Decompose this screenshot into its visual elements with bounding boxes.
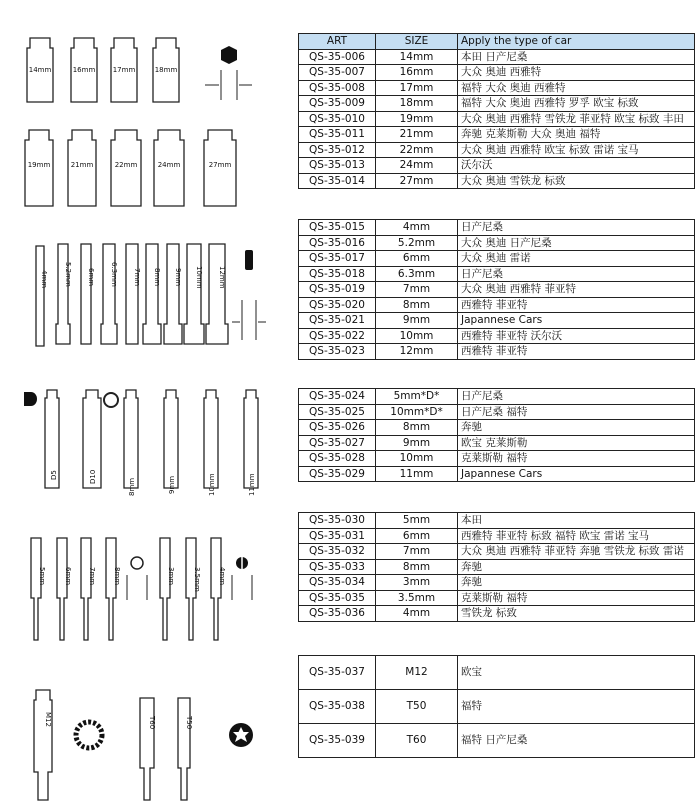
cars-cell: 大众 奥迪 雷诺 xyxy=(458,251,695,267)
cars-cell: 西雅特 菲亚特 xyxy=(458,344,695,360)
bit-label: D10 xyxy=(89,469,97,484)
table-row xyxy=(299,528,695,544)
table-body xyxy=(299,220,695,360)
bit-label: 7mm xyxy=(88,567,96,586)
size-cell: 18mm xyxy=(376,96,458,112)
size-cell: 4mm xyxy=(376,606,458,622)
art-cell: QS-35-009 xyxy=(299,96,376,112)
header-art: ART xyxy=(299,34,376,50)
art-cell: QS-35-036 xyxy=(299,606,376,622)
art-cell: QS-35-038 xyxy=(299,690,376,724)
size-cell: 14mm xyxy=(376,49,458,65)
art-cell: QS-35-031 xyxy=(299,528,376,544)
table-row xyxy=(299,158,695,174)
cars-cell: 大众 奥迪 西雅特 xyxy=(458,65,695,81)
table-row xyxy=(299,389,695,405)
art-cell: QS-35-020 xyxy=(299,297,376,313)
table-body xyxy=(299,389,695,482)
cars-cell: 奔驰 xyxy=(458,575,695,591)
bit-label: 4mm xyxy=(40,270,48,289)
cars-cell: 大众 奥迪 日产尼桑 xyxy=(458,235,695,251)
cars-cell: Japannese Cars xyxy=(458,313,695,329)
size-cell: T60 xyxy=(376,724,458,758)
art-cell: QS-35-012 xyxy=(299,142,376,158)
table-row xyxy=(299,173,695,189)
table-row xyxy=(299,575,695,591)
bit-label: 10mm xyxy=(208,473,216,496)
spec-table-3 xyxy=(298,388,695,482)
table-row xyxy=(299,590,695,606)
art-cell: QS-35-023 xyxy=(299,344,376,360)
bit-label: M12 xyxy=(44,712,52,727)
cars-cell: 日产尼桑 xyxy=(458,220,695,236)
size-cell: 6mm xyxy=(376,528,458,544)
bit-label: 8mm xyxy=(153,268,161,287)
size-cell: M12 xyxy=(376,656,458,690)
art-cell: QS-35-027 xyxy=(299,435,376,451)
table-row xyxy=(299,690,695,724)
cars-cell: 福特 xyxy=(458,690,695,724)
table-row xyxy=(299,297,695,313)
bit-label: 9mm xyxy=(168,475,176,494)
art-cell: QS-35-035 xyxy=(299,590,376,606)
size-cell: 3.5mm xyxy=(376,590,458,606)
socket-label: 21mm xyxy=(70,161,94,169)
bit-label: 5.2mm xyxy=(64,262,72,287)
table-row xyxy=(299,420,695,436)
art-cell: QS-35-019 xyxy=(299,282,376,298)
cars-cell: 沃尔沃 xyxy=(458,158,695,174)
art-cell: QS-35-010 xyxy=(299,111,376,127)
bit-label: 8mm xyxy=(128,477,136,496)
tool-drawings xyxy=(0,0,300,812)
bit-label: 9mm xyxy=(174,268,182,287)
art-cell: QS-35-006 xyxy=(299,49,376,65)
table-row xyxy=(299,65,695,81)
table-row xyxy=(299,127,695,143)
bit-label: 6mm xyxy=(87,268,95,287)
art-cell: QS-35-013 xyxy=(299,158,376,174)
cars-cell: 福特 大众 奥迪 西雅特 xyxy=(458,80,695,96)
size-cell: 10mm xyxy=(376,451,458,467)
cars-cell: 奔驰 xyxy=(458,559,695,575)
table-body xyxy=(299,656,695,758)
bit-label: 8mm xyxy=(113,567,121,586)
art-cell: QS-35-034 xyxy=(299,575,376,591)
bit-label: 7mm xyxy=(133,268,141,287)
hex-socket-18mm-drawing xyxy=(153,38,179,102)
cars-cell: 奔驰 克莱斯勒 大众 奥迪 福特 xyxy=(458,127,695,143)
cars-cell: 大众 奥迪 西雅特 欧宝 标致 雷诺 宝马 xyxy=(458,142,695,158)
art-cell: QS-35-037 xyxy=(299,656,376,690)
cars-cell: 日产尼桑 xyxy=(458,389,695,405)
hex-socket-14mm-drawing xyxy=(27,38,53,102)
cars-cell: 本田 xyxy=(458,513,695,529)
cars-cell: 西雅特 菲亚特 沃尔沃 xyxy=(458,328,695,344)
cars-cell: 福特 日产尼桑 xyxy=(458,724,695,758)
bit-label: D5 xyxy=(50,470,58,480)
hex-socket-27mm-drawing xyxy=(204,130,236,206)
size-cell: 7mm xyxy=(376,282,458,298)
bit-label: 4mm xyxy=(218,567,226,586)
art-cell: QS-35-007 xyxy=(299,65,376,81)
table-row xyxy=(299,559,695,575)
spec-table-1 xyxy=(298,33,695,189)
spec-table-4 xyxy=(298,512,695,622)
large-bits-drawing xyxy=(34,690,253,800)
size-cell: 9mm xyxy=(376,313,458,329)
size-cell: 16mm xyxy=(376,65,458,81)
table-row xyxy=(299,235,695,251)
hex-bits-drawing xyxy=(36,244,266,346)
art-cell: QS-35-008 xyxy=(299,80,376,96)
cars-cell: 大众 奥迪 西雅特 雪铁龙 菲亚特 欧宝 标致 丰田 xyxy=(458,111,695,127)
socket-label: 18mm xyxy=(154,66,178,74)
size-cell: 5.2mm xyxy=(376,235,458,251)
art-cell: QS-35-011 xyxy=(299,127,376,143)
bit-label: T50 xyxy=(185,716,193,730)
table-row xyxy=(299,544,695,560)
cars-cell: 欧宝 xyxy=(458,656,695,690)
cars-cell: Japannese Cars xyxy=(458,466,695,482)
bit-label: 11mm xyxy=(248,473,256,496)
table-row xyxy=(299,96,695,112)
art-cell: QS-35-032 xyxy=(299,544,376,560)
table-row xyxy=(299,142,695,158)
size-cell: 10mm*D* xyxy=(376,404,458,420)
cars-cell: 本田 日产尼桑 xyxy=(458,49,695,65)
socket-label: 14mm xyxy=(28,66,52,74)
hex-end-view-icon xyxy=(205,46,252,100)
bit-label: 6mm xyxy=(64,567,72,586)
table-body xyxy=(299,513,695,622)
art-cell: QS-35-026 xyxy=(299,420,376,436)
size-cell: 9mm xyxy=(376,435,458,451)
size-cell: T50 xyxy=(376,690,458,724)
art-cell: QS-35-017 xyxy=(299,251,376,267)
table-row xyxy=(299,266,695,282)
table-row xyxy=(299,513,695,529)
hex-socket-22mm-drawing xyxy=(111,130,141,206)
size-cell: 4mm xyxy=(376,220,458,236)
cars-cell: 日产尼桑 福特 xyxy=(458,404,695,420)
art-cell: QS-35-016 xyxy=(299,235,376,251)
size-cell: 24mm xyxy=(376,158,458,174)
table-row xyxy=(299,606,695,622)
size-cell: 5mm*D* xyxy=(376,389,458,405)
table-row xyxy=(299,451,695,467)
art-cell: QS-35-029 xyxy=(299,466,376,482)
table-row xyxy=(299,656,695,690)
hex-socket-17mm-drawing xyxy=(111,38,137,102)
socket-label: 27mm xyxy=(208,161,232,169)
size-cell: 22mm xyxy=(376,142,458,158)
size-cell: 11mm xyxy=(376,466,458,482)
table-row xyxy=(299,328,695,344)
size-cell: 3mm xyxy=(376,575,458,591)
bit-label: 6.3mm xyxy=(110,262,118,287)
table-row xyxy=(299,344,695,360)
spline-bits-drawing xyxy=(31,538,252,640)
table-row xyxy=(299,282,695,298)
hex-socket-21mm-drawing xyxy=(68,130,96,206)
cars-cell: 西雅特 菲亚特 xyxy=(458,297,695,313)
art-cell: QS-35-025 xyxy=(299,404,376,420)
hex-socket-24mm-drawing xyxy=(154,130,184,206)
art-cell: QS-35-015 xyxy=(299,220,376,236)
art-cell: QS-35-028 xyxy=(299,451,376,467)
cars-cell: 奔驰 xyxy=(458,420,695,436)
socket-label: 19mm xyxy=(27,161,51,169)
table-row xyxy=(299,466,695,482)
bit-label: 12mm xyxy=(218,266,226,289)
size-cell: 17mm xyxy=(376,80,458,96)
cars-cell: 欧宝 克莱斯勒 xyxy=(458,435,695,451)
art-cell: QS-35-033 xyxy=(299,559,376,575)
cars-cell: 西雅特 菲亚特 标致 福特 欧宝 雷诺 宝马 xyxy=(458,528,695,544)
art-cell: QS-35-014 xyxy=(299,173,376,189)
table-row xyxy=(299,724,695,758)
size-cell: 10mm xyxy=(376,328,458,344)
header-size: SIZE xyxy=(376,34,458,50)
cars-cell: 日产尼桑 xyxy=(458,266,695,282)
size-cell: 5mm xyxy=(376,513,458,529)
table-row xyxy=(299,220,695,236)
bit-label: 3mm xyxy=(167,567,175,586)
table-row xyxy=(299,251,695,267)
socket-label: 16mm xyxy=(72,66,96,74)
cars-cell: 雪铁龙 标致 xyxy=(458,606,695,622)
hex-socket-16mm-drawing xyxy=(71,38,97,102)
bit-label: 5mm xyxy=(38,567,46,586)
size-cell: 21mm xyxy=(376,127,458,143)
size-cell: 12mm xyxy=(376,344,458,360)
art-cell: QS-35-021 xyxy=(299,313,376,329)
table-row xyxy=(299,313,695,329)
table-row xyxy=(299,80,695,96)
art-cell: QS-35-018 xyxy=(299,266,376,282)
art-cell: QS-35-030 xyxy=(299,513,376,529)
table-row xyxy=(299,49,695,65)
cars-cell: 大众 奥迪 西雅特 菲亚特 奔驰 雪铁龙 标致 雷诺 xyxy=(458,544,695,560)
size-cell: 6mm xyxy=(376,251,458,267)
spec-table-2 xyxy=(298,219,695,360)
table-header-row xyxy=(299,34,695,50)
size-cell: 8mm xyxy=(376,297,458,313)
size-cell: 8mm xyxy=(376,420,458,436)
table-body xyxy=(299,49,695,189)
size-cell: 27mm xyxy=(376,173,458,189)
socket-label: 22mm xyxy=(114,161,138,169)
size-cell: 6.3mm xyxy=(376,266,458,282)
bit-label: T60 xyxy=(148,716,156,730)
bit-label: 10mm xyxy=(195,266,203,289)
art-cell: QS-35-022 xyxy=(299,328,376,344)
cars-cell: 大众 奥迪 雪铁龙 标致 xyxy=(458,173,695,189)
size-cell: 7mm xyxy=(376,544,458,560)
spec-table-5 xyxy=(298,655,695,758)
size-cell: 8mm xyxy=(376,559,458,575)
ribe-bits-drawing xyxy=(24,390,258,496)
bit-label: 3.5mm xyxy=(193,567,201,592)
cars-cell: 克莱斯勒 福特 xyxy=(458,590,695,606)
hex-socket-19mm-drawing xyxy=(25,130,53,206)
cars-cell: 福特 大众 奥迪 西雅特 罗孚 欧宝 标致 xyxy=(458,96,695,112)
socket-label: 17mm xyxy=(112,66,136,74)
size-cell: 19mm xyxy=(376,111,458,127)
table-row xyxy=(299,111,695,127)
cars-cell: 克莱斯勒 福特 xyxy=(458,451,695,467)
art-cell: QS-35-024 xyxy=(299,389,376,405)
table-row xyxy=(299,435,695,451)
art-cell: QS-35-039 xyxy=(299,724,376,758)
header-apply: Apply the type of car xyxy=(458,34,695,50)
socket-label: 24mm xyxy=(157,161,181,169)
table-row xyxy=(299,404,695,420)
cars-cell: 大众 奥迪 西雅特 菲亚特 xyxy=(458,282,695,298)
